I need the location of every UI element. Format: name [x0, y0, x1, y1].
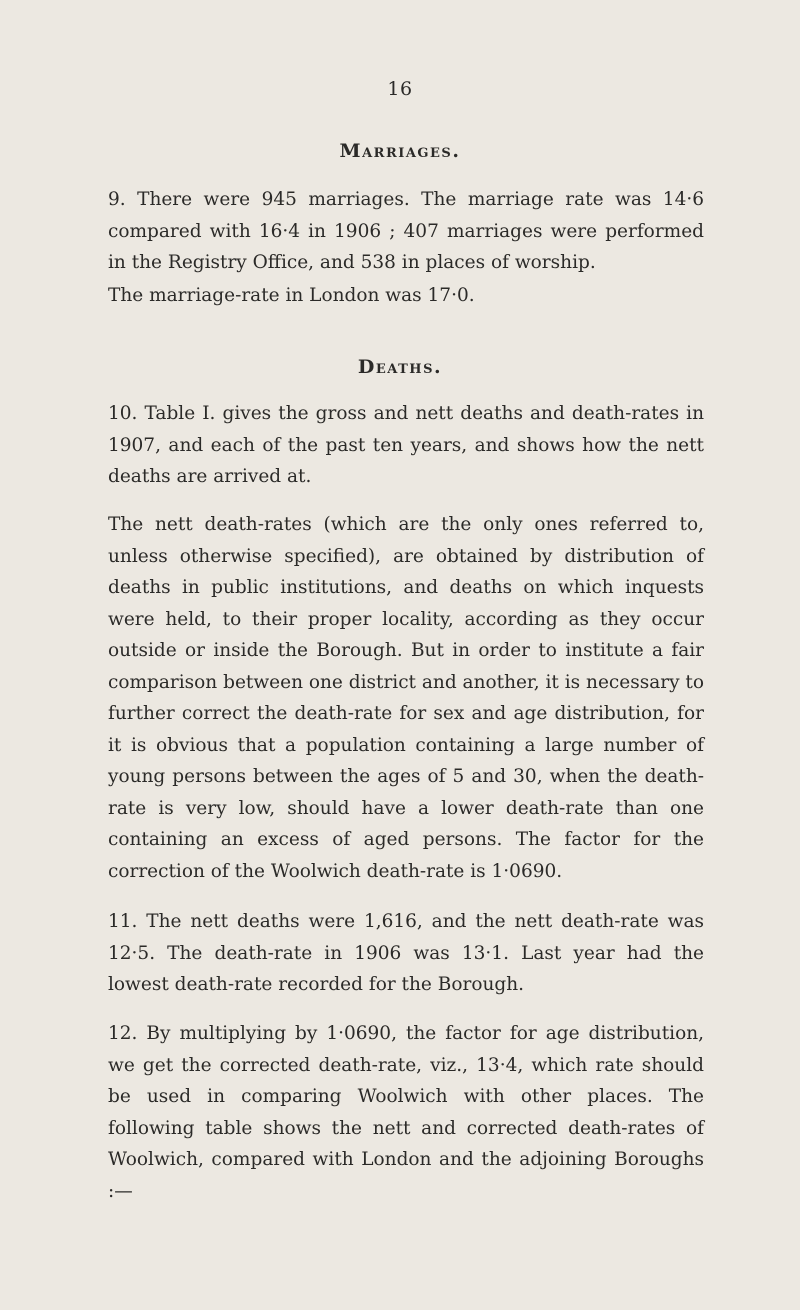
marriages-heading: Marriages.	[339, 140, 461, 162]
paragraph-12: 12. By multiplying by 1·0690, the factor for age distribution, we get the corrected death-rate, viz., 13·4, which rate should be used in comparing Woolwich with other places. The following table shows the nett and corrected death-rates of Woolwich, compared with London and the adjoining Boroughs :—	[108, 1023, 704, 1202]
page-number: 16	[387, 78, 413, 100]
paragraph-10: 10. Table I. gives the gross and nett deaths and death-rates in 1907, and each of the past ten years, and shows how the nett deaths are arrived at.	[108, 403, 704, 487]
paragraph-11: 11. The nett deaths were 1,616, and the nett death-rate was 12·5. The death-rate in 1906 was 13·1. Last year had the lowest death-rate recorded for the Borough.	[108, 911, 704, 995]
paragraph-9: 9. There were 945 marriages. The marriage rate was 14·6 compared with 16·4 in 1906 ; 407 marriages were performed in the Registry Office, and 538 in places of worship.	[108, 189, 704, 273]
paragraph-nett-death-rates: The nett death-rates (which are the only ones referred to, unless otherwise specified), are obtained by distribution of deaths in public institutions, and deaths on which inquests were held, to their proper locality, according as they occur outside or inside the Borough. But in order to institute a fair comparison between one district and another, it is necessary to further correct the death-rate for sex and age distribution, for it is obvious that a population containing a large number of young persons between the ages of 5 and 30, when the death-rate is very low, should have a lower death-rate than one containing an excess of aged persons. The factor for the correction of the Woolwich death-rate is 1·0690.	[108, 514, 704, 882]
paragraph-london-marriage-rate: The marriage-rate in London was 17·0.	[108, 285, 475, 306]
deaths-heading: Deaths.	[357, 356, 443, 378]
